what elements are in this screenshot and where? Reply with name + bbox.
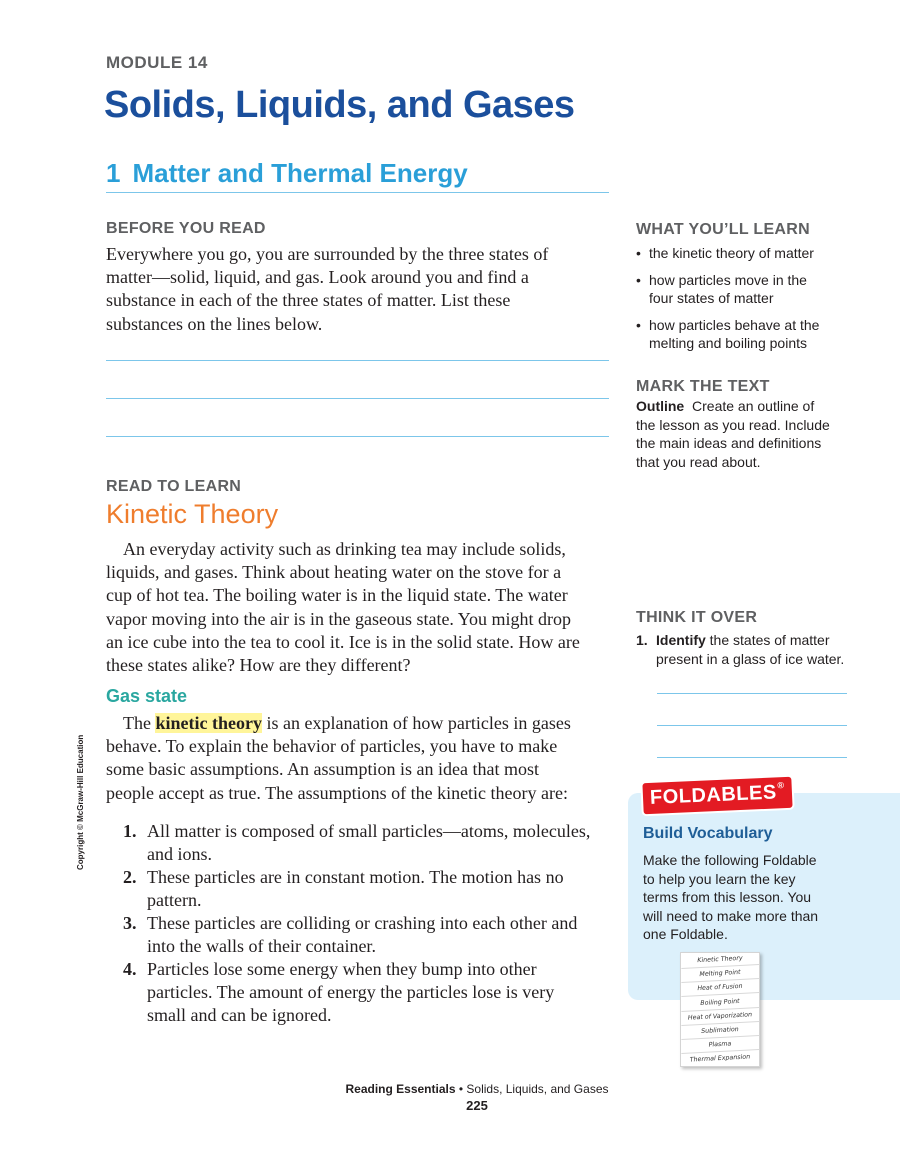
foldable-tab: Boiling Point: [681, 994, 760, 1012]
list-number: 3.: [123, 913, 137, 933]
foldable-tab: Sublimation: [681, 1022, 760, 1040]
text-line: These particles are colliding or crashing into each other and: [147, 913, 578, 933]
answer-line-1[interactable]: [106, 360, 609, 361]
lesson-title: [106, 158, 468, 189]
foldable-tab: Thermal Expansion: [689, 1053, 751, 1064]
learn-bullet-list: [636, 244, 886, 361]
build-vocabulary-heading: Build Vocabulary: [643, 825, 773, 842]
text-line: that you read about.: [636, 453, 761, 470]
text-line: Particles lose some energy when they bump into other: [147, 959, 537, 979]
text-line: the kinetic theory of matter: [649, 245, 814, 261]
foldable-tab: Heat of Vaporization: [681, 1008, 760, 1026]
text-line: one Foldable.: [643, 926, 728, 942]
text-fragment: the states of matter: [709, 632, 830, 648]
read-to-learn-heading: READ TO LEARN: [106, 478, 242, 495]
list-item: [636, 271, 886, 308]
foldable-tab: Heat of Fusion: [681, 979, 760, 997]
text-line: Everywhere you go, you are surrounded by the three states of: [106, 244, 549, 264]
text-line: liquids, and gases. Think about heating water on the stove for a: [106, 562, 562, 583]
text-line: [636, 397, 876, 416]
text-fragment: Create an outline of: [692, 398, 815, 414]
list-item: [123, 912, 609, 958]
what-youll-learn-heading: WHAT YOU’LL LEARN: [636, 221, 810, 238]
bullet-icon: •: [636, 245, 641, 261]
registered-mark: ®: [777, 780, 785, 791]
text-line: These particles are in constant motion. The motion has no: [147, 867, 564, 887]
assumptions-list: [123, 820, 609, 1027]
text-line: how particles behave at the: [649, 316, 820, 333]
text-line: behave. To explain the behavior of particles, you have to make: [106, 736, 558, 757]
gas-state-heading: Gas state: [106, 686, 188, 706]
lesson-title-text: Matter and Thermal Energy: [132, 158, 468, 188]
foldables-instructions: [643, 851, 848, 944]
bullet-icon: •: [636, 271, 641, 288]
list-item: [123, 866, 609, 912]
list-item: [123, 820, 609, 866]
logo-text: FOLDABLES: [649, 781, 778, 809]
list-number: 2.: [123, 867, 137, 887]
topic-title: Kinetic Theory: [106, 499, 279, 529]
bullet-icon: •: [636, 316, 641, 333]
gas-state-paragraph: [106, 712, 609, 805]
text-line: small and can be ignored.: [147, 1005, 332, 1025]
text-line: will need to make more than: [643, 907, 819, 924]
text-line: the lesson as you read. Include: [636, 416, 830, 433]
answer-line-2[interactable]: [106, 398, 609, 399]
list-item: [123, 958, 609, 1027]
text-line: to help you learn the key: [643, 870, 796, 887]
mark-the-text-body: [636, 397, 876, 471]
text-line: some basic assumptions. An assumption is an idea that most: [106, 759, 539, 780]
foldable-tab: Kinetic Theory: [681, 951, 760, 969]
text-line: All matter is composed of small particles—atoms, molecules,: [147, 821, 591, 841]
text-line: four states of matter: [649, 290, 774, 306]
text-line: these states alike? How are they different?: [106, 655, 411, 676]
text-fragment: is an explanation of how particles in gases: [261, 713, 571, 733]
text-line: how particles move in the: [649, 271, 807, 288]
page-title: Solids, Liquids, and Gases: [104, 84, 575, 126]
text-line: Make the following Foldable: [643, 852, 817, 868]
text-line: An everyday activity such as drinking tea may include solids,: [123, 539, 566, 559]
text-line: present in a glass of ice water.: [656, 650, 845, 667]
module-label: MODULE 14: [106, 53, 208, 72]
text-line: particles. The amount of energy the particles lose is very: [147, 982, 555, 1002]
list-number: 1.: [123, 821, 137, 841]
page-footer: [0, 1082, 900, 1096]
text-line: melting and boiling points: [649, 335, 807, 351]
text-line: and ions.: [147, 844, 212, 864]
text-line: matter—solid, liquid, and gas. Look around you and find a: [106, 267, 529, 288]
text-line: vapor moving into the air is in the gaseous state. You might drop: [106, 608, 571, 629]
think-question: [636, 631, 866, 668]
question-number: 1.: [636, 632, 648, 648]
text-line: pattern.: [147, 890, 202, 910]
lesson-number: 1: [106, 158, 121, 188]
text-line: [656, 631, 866, 650]
text-line: the main ideas and definitions: [636, 435, 822, 451]
list-number: 4.: [123, 959, 137, 979]
answer-line-3[interactable]: [106, 436, 609, 437]
highlighted-term: kinetic theory: [155, 713, 262, 733]
footer-title: Solids, Liquids, and Gases: [466, 1082, 609, 1096]
list-item: [636, 244, 886, 263]
text-line: cup of hot tea. The boiling water is in the liquid state. The water: [106, 585, 568, 606]
text-line: an ice cube into the tea to cool it. Ice is in the solid state. How are: [106, 631, 580, 652]
series-name: Reading Essentials: [345, 1082, 456, 1096]
copyright-notice: Copyright © McGraw-Hill Education: [76, 734, 85, 870]
lesson-title-rule: [106, 192, 609, 193]
footer-separator: •: [455, 1082, 467, 1096]
answer-line-6[interactable]: [657, 757, 847, 758]
text-fragment: The: [123, 713, 156, 733]
foldable-booklet-illustration: [680, 952, 760, 1067]
identify-label: Identify: [656, 632, 706, 648]
outline-label: Outline: [636, 398, 685, 414]
answer-line-4[interactable]: [657, 693, 847, 694]
kinetic-theory-paragraph: [106, 538, 609, 677]
text-line: [106, 712, 609, 735]
foldable-tab: Plasma: [681, 1036, 760, 1054]
text-line: substances on the lines below.: [106, 313, 323, 334]
text-line: terms from this lesson. You: [643, 889, 812, 905]
page-number: 225: [466, 1098, 488, 1113]
text-line: into the walls of their container.: [147, 936, 376, 956]
mark-the-text-heading: MARK THE TEXT: [636, 378, 770, 395]
answer-line-5[interactable]: [657, 725, 847, 726]
before-you-read-text: [106, 243, 609, 336]
foldable-tab: Melting Point: [681, 965, 760, 983]
text-line: people accept as true. The assumptions of the kinetic theory are:: [106, 782, 569, 803]
think-it-over-heading: THINK IT OVER: [636, 609, 758, 626]
list-item: [636, 316, 886, 353]
before-you-read-heading: BEFORE YOU READ: [106, 220, 266, 237]
text-line: substance in each of the three states of matter. List these: [106, 290, 511, 311]
foldables-logo: [642, 777, 792, 814]
